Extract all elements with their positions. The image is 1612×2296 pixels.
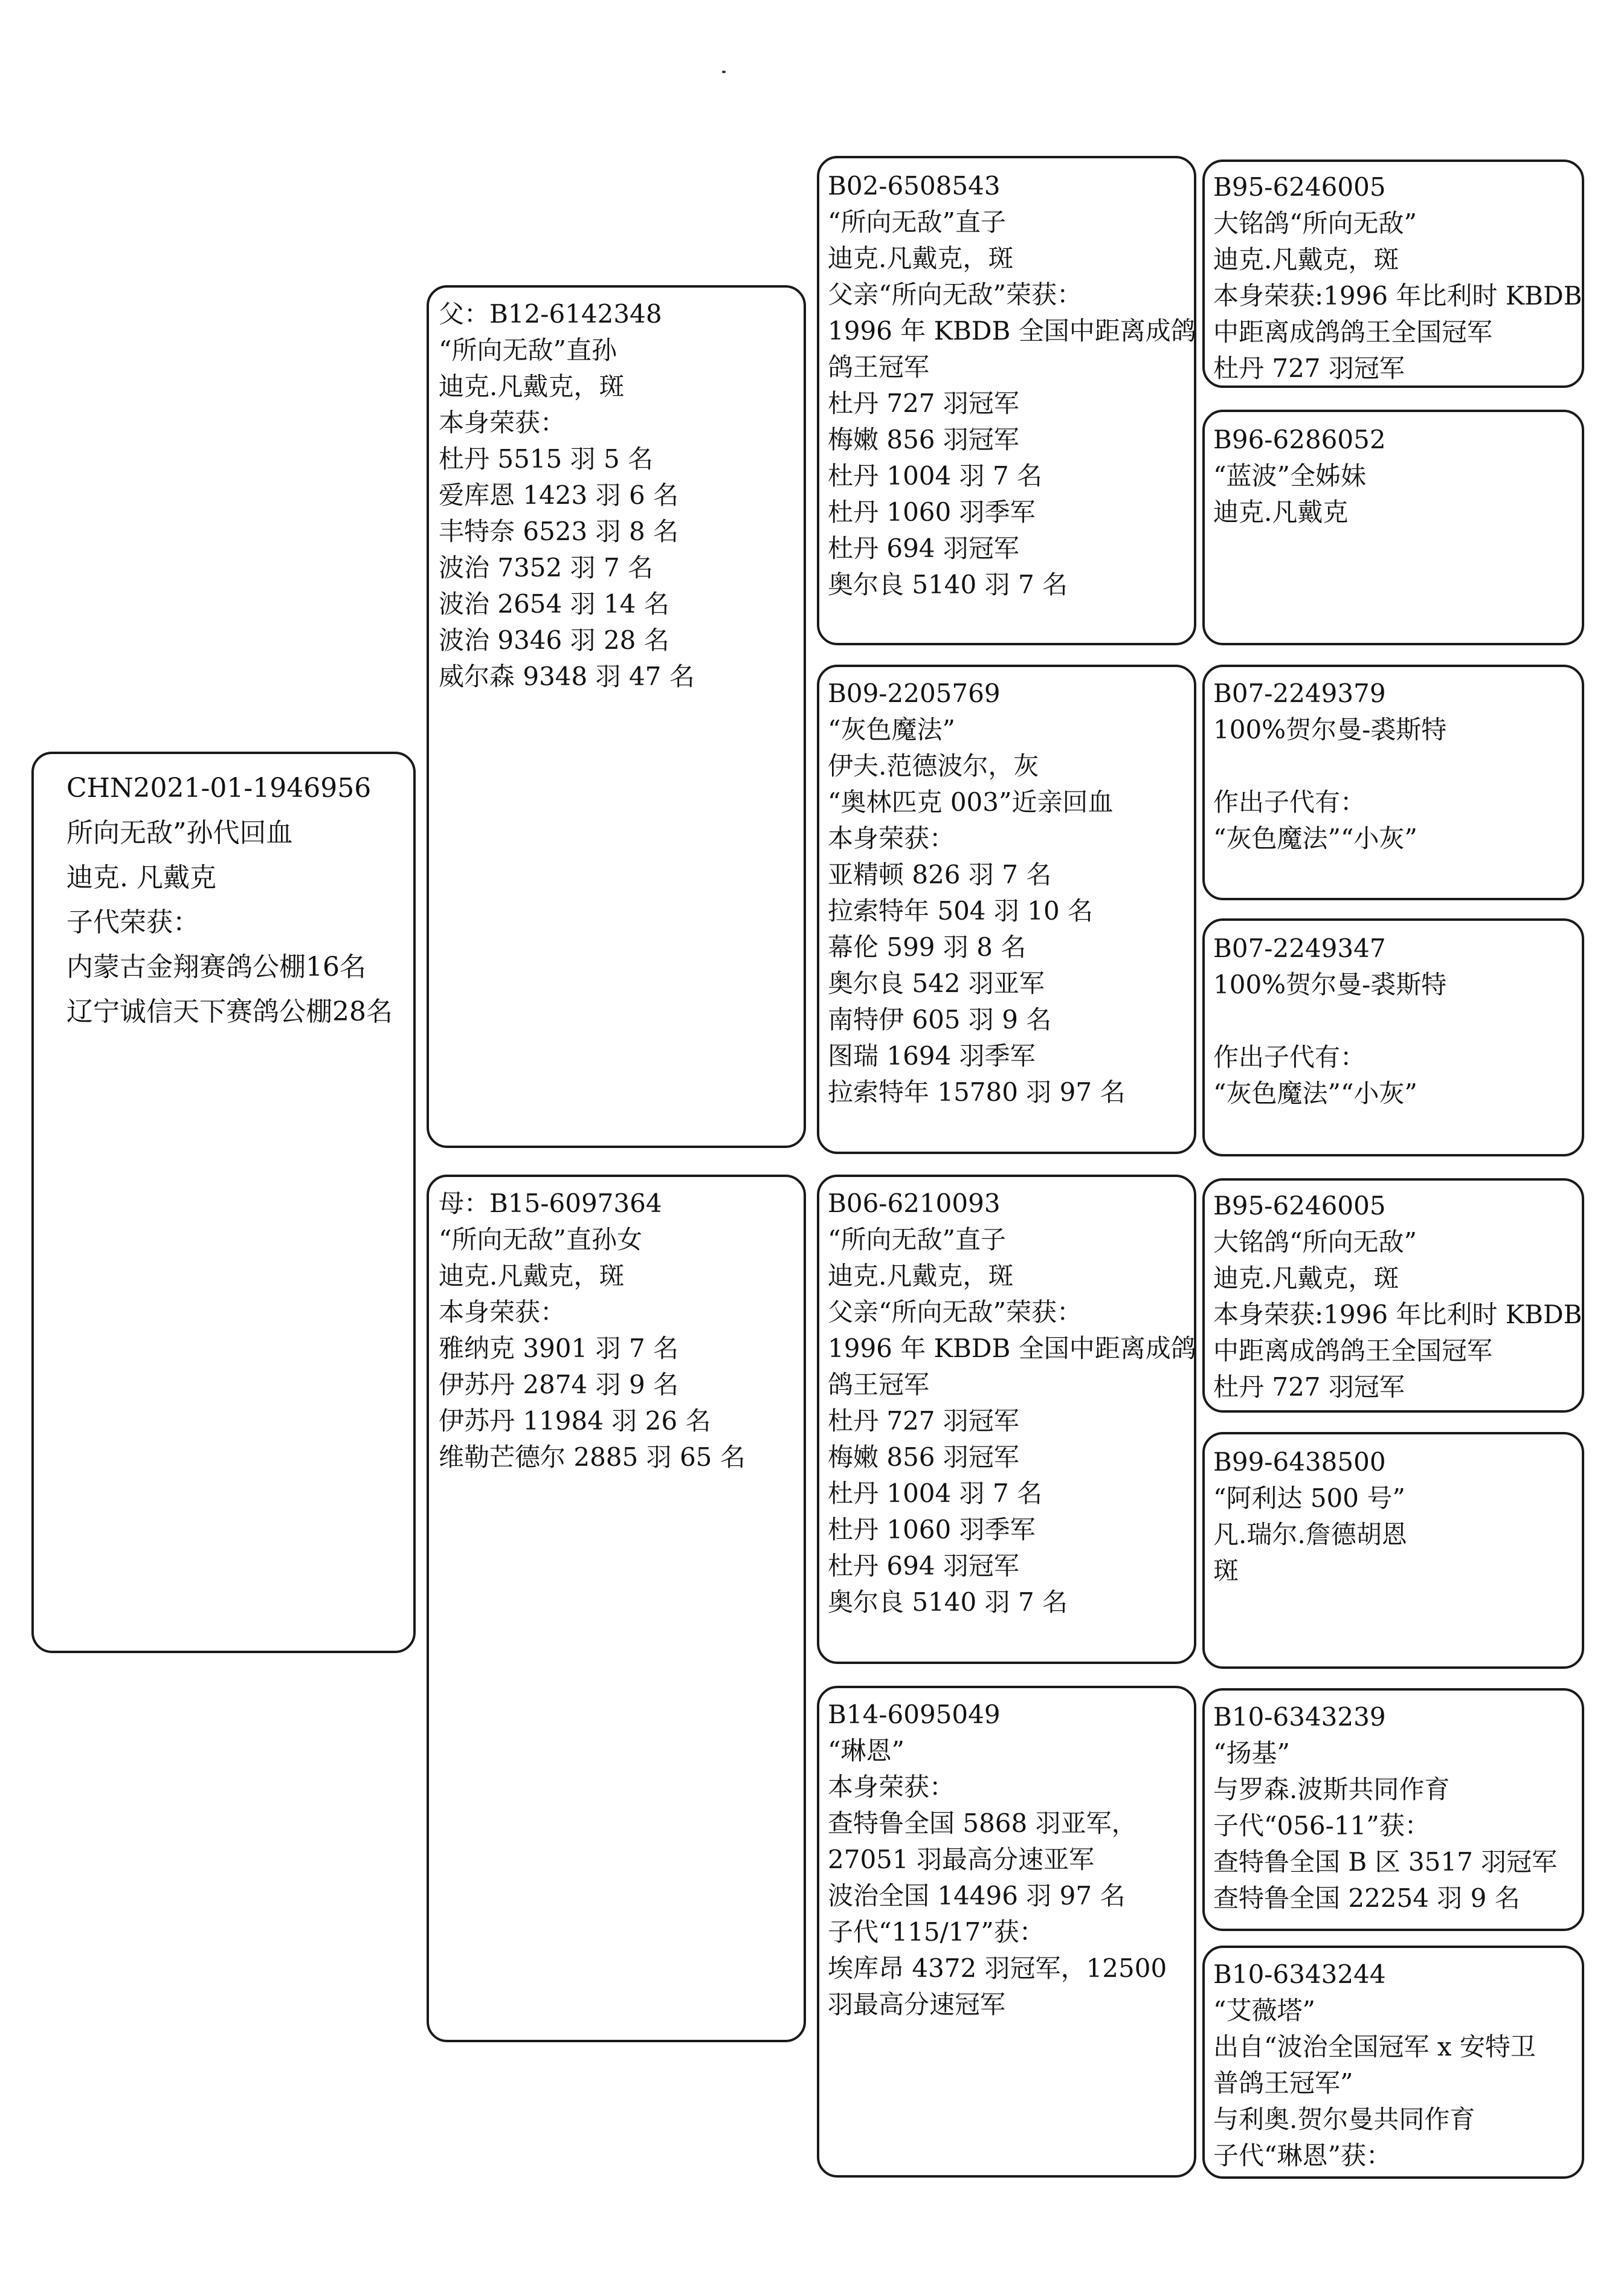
sd-sire-line: 作出子代有： [1213,787,1366,817]
dd-sire-line: 查特鲁全国 22254 羽 9 名 [1213,1883,1520,1913]
dam-sire-card [817,1175,1196,1664]
dam-card [427,1175,806,2042]
dam-sire-line: 鸽王冠军 [828,1370,930,1399]
sd-sire-line: “灰色魔法”“小灰” [1213,824,1417,853]
dam-sire-line: 1996 年 KBDB 全国中距离成鸽 [828,1333,1196,1363]
dam-sire-line: 父亲“所向无敌”荣获： [828,1297,1082,1327]
sire-dam-line: 亚精顿 826 羽 7 名 [828,860,1052,889]
ds-dam-card [1202,1432,1584,1669]
dam-dam-ring-number: B14-6095049 [828,1700,1001,1729]
sire-line: 本身荣获： [439,408,566,437]
dam-line: 伊苏丹 11984 羽 26 名 [439,1406,711,1436]
dam-line: 雅纳克 3901 羽 7 名 [439,1333,679,1363]
dam-dam-line: “琳恩” [828,1736,904,1766]
sire-line: 杜丹 5515 羽 5 名 [439,444,654,474]
subject-result: 辽宁诚信天下赛鸽公棚28名 [66,996,393,1027]
subject-result: 内蒙古金翔赛鸽公棚16名 [66,952,366,982]
sire-dam-line: 拉索特年 504 羽 10 名 [828,896,1094,926]
dam-dam-line: 波治全国 14496 羽 97 名 [828,1881,1126,1911]
dd-dam-line: 普鸽王冠军” [1213,2068,1353,2098]
ds-dam-line: “阿利达 500 号” [1213,1483,1405,1513]
ds-dam-line: 斑 [1213,1556,1239,1585]
ss-sire-line: 中距离成鸽鸽王全国冠军 [1213,317,1493,347]
sire-dam-line: 拉索特年 15780 羽 97 名 [828,1077,1126,1107]
sire-sire-line: 1996 年 KBDB 全国中距离成鸽 [828,316,1196,346]
dd-sire-line: 查特鲁全国 B 区 3517 羽冠军 [1213,1847,1558,1877]
dam-sire-line: 奥尔良 5140 羽 7 名 [828,1587,1068,1617]
dam-dam-line: 本身荣获： [828,1772,955,1802]
sire-sire-ring-number: B02-6508543 [828,171,1001,201]
sd-dam-line: 100%贺尔曼-裘斯特 [1213,970,1447,999]
ds-sire-line: 中距离成鸽鸽王全国冠军 [1213,1336,1493,1366]
sire-sire-line: 鸽王冠军 [828,352,930,382]
dam-sire-line: 杜丹 1060 羽季军 [828,1515,1036,1544]
ss-dam-line: 迪克.凡戴克 [1213,497,1349,527]
dd-dam-line: 子代“琳恩”获： [1213,2141,1391,2170]
dd-dam-line: 出自“波治全国冠军 x 安特卫 [1213,2032,1536,2062]
ss-dam-card [1202,410,1584,645]
ds-sire-line: 迪克.凡戴克，斑 [1213,1263,1399,1293]
sire-sire-line: 迪克.凡戴克，斑 [828,243,1014,273]
sire-sire-line: 杜丹 1060 羽季军 [828,497,1036,527]
dd-dam-card [1202,1946,1584,2179]
sire-line: “所向无敌”直孙 [439,335,617,365]
dam-dam-line: 羽最高分速冠军 [828,1990,1006,2019]
ss-sire-line: 杜丹 727 羽冠军 [1213,353,1405,383]
sire-line: 波治 2654 羽 14 名 [439,589,669,619]
sire-sire-line: 梅嫩 856 羽冠军 [828,425,1019,454]
dd-dam-line: 与利奥.贺尔曼共同作育 [1213,2104,1475,2134]
sire-sire-line: “所向无敌”直子 [828,207,1006,237]
sire-card [427,285,806,1148]
sd-sire-card [1202,665,1584,900]
dd-sire-line: 与罗森.波斯共同作育 [1213,1775,1450,1804]
sire-sire-line: 奥尔良 5140 羽 7 名 [828,570,1068,599]
dd-sire-ring-number: B10-6343239 [1213,1702,1386,1732]
sire-line: 威尔森 9348 羽 47 名 [439,662,695,691]
sire-ring-number: 父：B12-6142348 [439,299,662,329]
sd-dam-line: “灰色魔法”“小灰” [1213,1079,1417,1108]
ss-dam-ring-number: B96-6286052 [1213,425,1386,454]
dam-dam-line: 27051 羽最高分速亚军 [828,1845,1094,1874]
ds-dam-ring-number: B99-6438500 [1213,1447,1386,1477]
sire-dam-line: 伊夫.范德波尔，灰 [828,751,1039,781]
dam-dam-card [817,1686,1196,2178]
sire-dam-line: 南特伊 605 羽 9 名 [828,1005,1052,1034]
subject-pigeon-card [31,752,416,1653]
dam-dam-line: 子代“115/17”获： [828,1917,1045,1947]
subject-name: 所向无敌”孙代回血 [66,817,293,848]
subject-breeder: 迪克. 凡戴克 [66,862,216,893]
ds-dam-line: 凡.瑞尔.詹德胡恩 [1213,1520,1407,1549]
sd-sire-ring-number: B07-2249379 [1213,679,1386,708]
ds-sire-ring-number: B95-6246005 [1213,1191,1386,1221]
dam-line: 维勒芒德尔 2885 羽 65 名 [439,1442,746,1472]
ss-sire-ring-number: B95-6246005 [1213,172,1386,202]
sd-dam-line: 作出子代有： [1213,1042,1366,1072]
dam-sire-line: 杜丹 694 羽冠军 [828,1551,1019,1581]
dd-sire-line: “扬基” [1213,1738,1290,1768]
sire-sire-line: 杜丹 1004 羽 7 名 [828,461,1043,491]
subject-results-heading: 子代荣获： [66,907,199,938]
dam-dam-line: 埃库昂 4372 羽冠军，12500 [828,1953,1167,1983]
sd-dam-card [1202,918,1584,1156]
sire-line: 波治 7352 羽 7 名 [439,553,654,582]
sire-dam-card [817,665,1196,1154]
ss-sire-line: 迪克.凡戴克，斑 [1213,245,1399,274]
ds-sire-line: 杜丹 727 羽冠军 [1213,1372,1405,1402]
ss-sire-line: 本身荣获:1996 年比利时 KBDB [1213,281,1582,311]
dam-sire-line: “所向无敌”直子 [828,1225,1006,1254]
dam-sire-line: 梅嫩 856 羽冠军 [828,1442,1019,1472]
dd-dam-ring-number: B10-6343244 [1213,1959,1386,1989]
dam-line: “所向无敌”直孙女 [439,1225,642,1254]
ss-sire-line: 大铭鸽“所向无敌” [1213,208,1417,238]
dd-sire-line: 子代“056-11”获： [1213,1811,1430,1840]
dam-sire-line: 杜丹 727 羽冠军 [828,1406,1019,1436]
sire-dam-line: “奥林匹克 003”近亲回血 [828,787,1114,817]
ds-sire-card [1202,1178,1584,1413]
sire-dam-line: “灰色魔法” [828,715,955,744]
ss-dam-line: “蓝波”全姊妹 [1213,461,1366,491]
sire-sire-line: 父亲“所向无敌”荣获： [828,280,1082,309]
sire-sire-card [817,156,1196,645]
sd-dam-ring-number: B07-2249347 [1213,934,1386,963]
scan-speck [722,71,726,73]
sire-line: 爱库恩 1423 羽 6 名 [439,480,679,510]
sire-dam-line: 图瑞 1694 羽季军 [828,1041,1036,1071]
dam-sire-line: 迪克.凡戴克，斑 [828,1261,1014,1291]
sire-line: 波治 9346 羽 28 名 [439,625,669,655]
dd-sire-card [1202,1688,1584,1931]
sire-line: 丰特奈 6523 羽 8 名 [439,517,679,546]
sd-sire-line: 100%贺尔曼-裘斯特 [1213,715,1447,744]
sire-line: 迪克.凡戴克，斑 [439,372,625,401]
dam-line: 伊苏丹 2874 羽 9 名 [439,1370,679,1399]
dam-sire-line: 杜丹 1004 羽 7 名 [828,1479,1043,1508]
dam-line: 本身荣获： [439,1297,566,1327]
subject-ring-number: CHN2021-01-1946956 [66,773,372,804]
sire-sire-line: 杜丹 694 羽冠军 [828,534,1019,563]
sire-dam-line: 本身荣获： [828,824,955,853]
dam-sire-ring-number: B06-6210093 [828,1188,1001,1218]
sire-dam-ring-number: B09-2205769 [828,679,1001,708]
sire-dam-line: 奥尔良 542 羽亚军 [828,969,1045,998]
dam-line: 迪克.凡戴克，斑 [439,1261,625,1291]
sire-dam-line: 幕伦 599 羽 8 名 [828,932,1027,962]
sire-sire-line: 杜丹 727 羽冠军 [828,389,1019,418]
dam-ring-number: 母：B15-6097364 [439,1188,662,1218]
dam-dam-line: 查特鲁全国 5868 羽亚军， [828,1808,1137,1838]
ds-sire-line: 大铭鸽“所向无敌” [1213,1227,1417,1257]
dd-dam-line: “艾薇塔” [1213,1996,1315,2025]
ds-sire-line: 本身荣获:1996 年比利时 KBDB [1213,1300,1582,1329]
ss-sire-card [1202,160,1584,388]
